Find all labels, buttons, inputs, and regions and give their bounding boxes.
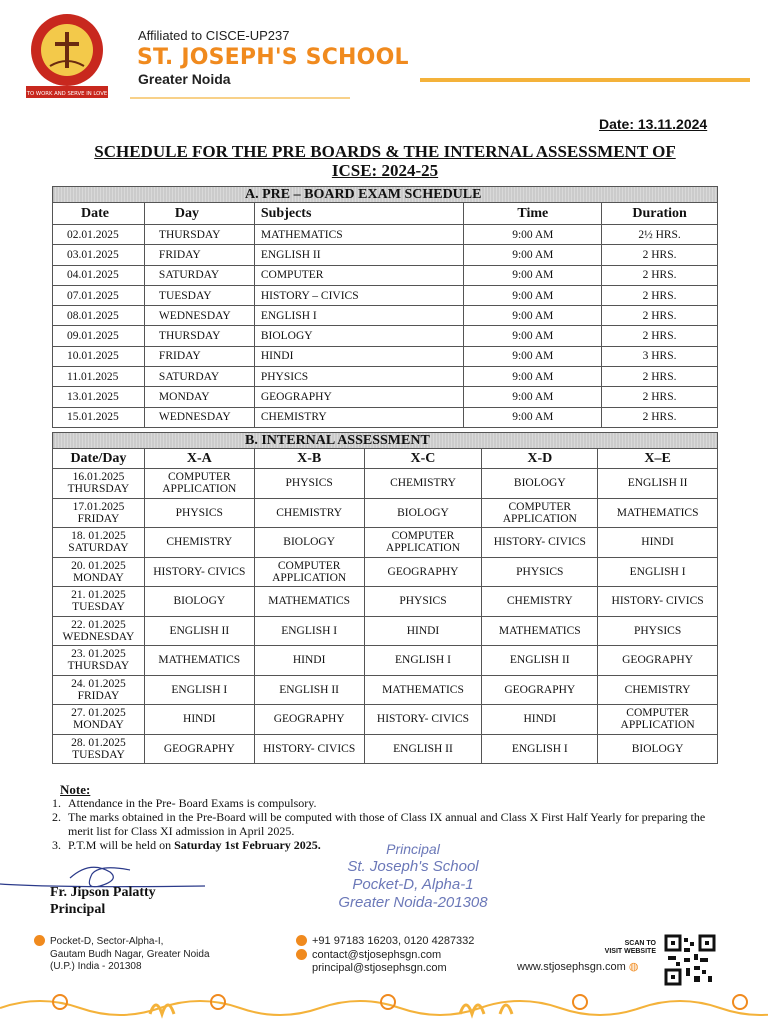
header-rule — [420, 78, 750, 82]
table-cell: MONDAY — [144, 387, 254, 407]
table-cell: 03.01.2025 — [53, 245, 145, 265]
table-cell: HINDI — [364, 616, 482, 646]
table-cell: 2 HRS. — [602, 326, 718, 346]
table-cell: ENGLISH II — [364, 734, 482, 764]
table-cell: 2 HRS. — [602, 306, 718, 326]
table-cell: 10.01.2025 — [53, 346, 145, 366]
footer-contact — [296, 935, 474, 976]
table-cell: CHEMISTRY — [254, 498, 364, 528]
school-logo — [22, 10, 112, 102]
table-cell: ENGLISH II — [482, 646, 598, 676]
note-item: 1. Attendance in the Pre- Board Exams is compulsory. — [52, 796, 317, 810]
location-icon — [34, 935, 45, 946]
table-cell: 9:00 AM — [464, 265, 602, 285]
table-cell: ENGLISH II — [254, 245, 464, 265]
table-cell: PHYSICS — [598, 616, 718, 646]
table-row — [53, 225, 718, 245]
table-row — [53, 245, 718, 265]
table-row — [53, 469, 718, 499]
table-row — [53, 407, 718, 427]
note-item: 2. The marks obtained in the Pre-Board will be computed with those of Class IX annual and Class X First Half Yearly for preparing the merit list for Class XI admission in April 2025. — [52, 810, 706, 838]
table-cell: 2 HRS. — [602, 367, 718, 387]
email-icon — [296, 949, 307, 960]
school-name: ST. JOSEPH'S SCHOOL — [137, 45, 409, 70]
table-cell: HISTORY- CIVICS — [598, 587, 718, 617]
table-cell: 15.01.2025 — [53, 407, 145, 427]
table-cell: 9:00 AM — [464, 387, 602, 407]
assessment-day: FRIDAY — [77, 689, 120, 702]
table-cell: ENGLISH I — [482, 734, 598, 764]
table-cell: HINDI — [254, 646, 364, 676]
table-cell: CHEMISTRY — [364, 469, 482, 499]
table-cell: BIOLOGY — [144, 587, 254, 617]
table-cell: GEOGRAPHY — [482, 675, 598, 705]
table-cell: SATURDAY — [144, 367, 254, 387]
table-cell: GEOGRAPHY — [254, 387, 464, 407]
table-cell: HISTORY- CIVICS — [144, 557, 254, 587]
table-cell — [53, 705, 145, 735]
table-cell: CHEMISTRY — [144, 528, 254, 558]
internal-col-header: X-D — [482, 449, 598, 469]
table-cell: GEOGRAPHY — [598, 646, 718, 676]
assessment-day: THURSDAY — [67, 660, 130, 673]
table-cell: WEDNESDAY — [144, 306, 254, 326]
title-line-1: SCHEDULE FOR THE PRE BOARDS & THE INTERNAL ASSESSMENT OF — [94, 142, 676, 161]
table-cell: MATHEMATICS — [254, 587, 364, 617]
table-cell: PHYSICS — [254, 367, 464, 387]
pre-board-col-header: Day — [144, 203, 254, 225]
table-row — [53, 734, 718, 764]
table-cell — [53, 734, 145, 764]
globe-icon: ◍ — [628, 961, 639, 973]
table-cell: MATHEMATICS — [364, 675, 482, 705]
table-cell: HISTORY – CIVICS — [254, 285, 464, 305]
table-cell: PHYSICS — [364, 587, 482, 617]
table-cell: GEOGRAPHY — [364, 557, 482, 587]
assessment-date: 21. 01.2025 — [71, 589, 126, 602]
table-cell: 2 HRS. — [602, 285, 718, 305]
table-cell: 13.01.2025 — [53, 387, 145, 407]
signatory-name: Fr. Jipson Palatty — [50, 885, 156, 900]
table-cell: MATHEMATICS — [482, 616, 598, 646]
table-cell: 2 HRS. — [602, 245, 718, 265]
table-row — [53, 587, 718, 617]
website-link[interactable]: www.stjosephsgn.com ◍ — [517, 961, 639, 973]
table-cell: COMPUTER APPLICATION — [364, 528, 482, 558]
table-cell — [53, 557, 145, 587]
table-cell — [53, 528, 145, 558]
scan-caption: SCAN TO VISIT WEBSITE — [604, 940, 656, 955]
table-cell: 2 HRS. — [602, 387, 718, 407]
table-cell: COMPUTER APPLICATION — [482, 498, 598, 528]
principal-stamp: Principal St. Joseph's School Pocket-D, Alpha-1 Greater Noida-201308 — [338, 841, 488, 911]
assessment-date: 23. 01.2025 — [71, 648, 126, 661]
footer-decoration — [0, 984, 768, 1024]
table-cell: HISTORY- CIVICS — [364, 705, 482, 735]
pre-board-table — [52, 186, 718, 428]
assessment-date: 24. 01.2025 — [71, 677, 126, 690]
table-cell: 02.01.2025 — [53, 225, 145, 245]
internal-col-header: Date/Day — [53, 449, 145, 469]
table-row — [53, 285, 718, 305]
table-cell: BIOLOGY — [254, 326, 464, 346]
table-cell: BIOLOGY — [254, 528, 364, 558]
note-item: 3. P.T.M will be held on Saturday 1st February 2025. — [52, 838, 321, 852]
table-row — [53, 616, 718, 646]
table-row — [53, 528, 718, 558]
signatory — [50, 884, 156, 918]
qr-code-icon[interactable] — [664, 934, 716, 986]
table-cell: 09.01.2025 — [53, 326, 145, 346]
internal-heading: B. INTERNAL ASSESSMENT — [53, 433, 718, 449]
pre-board-col-header: Date — [53, 203, 145, 225]
table-cell: 9:00 AM — [464, 346, 602, 366]
affiliation: Affiliated to CISCE-UP237 — [138, 28, 290, 43]
table-row — [53, 498, 718, 528]
table-cell: 9:00 AM — [464, 245, 602, 265]
table-cell: 2 HRS. — [602, 407, 718, 427]
internal-col-header: X-B — [254, 449, 364, 469]
table-cell: 9:00 AM — [464, 367, 602, 387]
table-row — [53, 557, 718, 587]
assessment-date: 17.01.2025 — [72, 500, 125, 513]
pre-board-col-header: Time — [464, 203, 602, 225]
table-cell: COMPUTER APPLICATION — [144, 469, 254, 499]
assessment-day: THURSDAY — [67, 483, 130, 496]
table-cell: COMPUTER APPLICATION — [598, 705, 718, 735]
assessment-date: 16.01.2025 — [72, 471, 125, 484]
table-cell: THURSDAY — [144, 225, 254, 245]
table-cell: FRIDAY — [144, 346, 254, 366]
table-cell: MATHEMATICS — [144, 646, 254, 676]
table-cell: TUESDAY — [144, 285, 254, 305]
table-row — [53, 326, 718, 346]
assessment-date: 28. 01.2025 — [71, 736, 126, 749]
assessment-date: 27. 01.2025 — [71, 707, 126, 720]
table-cell — [53, 646, 145, 676]
table-cell: 2½ HRS. — [602, 225, 718, 245]
table-cell: ENGLISH I — [598, 557, 718, 587]
table-cell: HISTORY- CIVICS — [254, 734, 364, 764]
table-cell: 9:00 AM — [464, 306, 602, 326]
internal-col-header: X-C — [364, 449, 482, 469]
table-cell: ENGLISH II — [144, 616, 254, 646]
title-line-2: ICSE: 2024-25 — [331, 161, 439, 180]
assessment-day: FRIDAY — [77, 512, 120, 525]
table-cell — [53, 616, 145, 646]
internal-col-header: X–E — [598, 449, 718, 469]
footer-address: Pocket-D, Sector-Alpha-I, Gautam Budh Nagar, Greater Noida (U.P.) India - 201308 — [34, 935, 210, 974]
table-cell: HINDI — [598, 528, 718, 558]
table-cell — [53, 675, 145, 705]
table-row — [53, 387, 718, 407]
assessment-day: TUESDAY — [72, 748, 125, 761]
contact-email[interactable]: contact@stjosephsgn.com — [312, 948, 442, 961]
pre-board-col-header: Duration — [602, 203, 718, 225]
table-cell: 9:00 AM — [464, 326, 602, 346]
table-cell: 08.01.2025 — [53, 306, 145, 326]
header-rule-thin — [130, 97, 350, 99]
notes-heading: Note: — [60, 782, 91, 797]
table-cell: ENGLISH I — [364, 646, 482, 676]
table-cell: SATURDAY — [144, 265, 254, 285]
table-cell: 07.01.2025 — [53, 285, 145, 305]
table-row — [53, 306, 718, 326]
table-cell: 04.01.2025 — [53, 265, 145, 285]
table-cell: 9:00 AM — [464, 225, 602, 245]
document-date: Date: 13.11.2024 — [599, 116, 708, 132]
assessment-date: 20. 01.2025 — [71, 559, 126, 572]
table-cell: PHYSICS — [144, 498, 254, 528]
table-cell: 9:00 AM — [464, 407, 602, 427]
school-city: Greater Noida — [138, 71, 231, 87]
assessment-day: TUESDAY — [72, 601, 125, 614]
table-cell: GEOGRAPHY — [254, 705, 364, 735]
table-cell: WEDNESDAY — [144, 407, 254, 427]
internal-col-header: X-A — [144, 449, 254, 469]
assessment-day: MONDAY — [73, 719, 124, 732]
table-cell: ENGLISH I — [254, 616, 364, 646]
table-cell: PHYSICS — [254, 469, 364, 499]
table-cell: BIOLOGY — [364, 498, 482, 528]
table-cell: CHEMISTRY — [254, 407, 464, 427]
logo-motto: TO WORK AND SERVE IN LOVE — [26, 91, 108, 97]
table-cell: COMPUTER — [254, 265, 464, 285]
table-cell: ENGLISH I — [254, 306, 464, 326]
table-row — [53, 265, 718, 285]
table-cell: HINDI — [144, 705, 254, 735]
pre-board-col-header: Subjects — [254, 203, 464, 225]
table-cell: 2 HRS. — [602, 265, 718, 285]
table-cell: ENGLISH I — [144, 675, 254, 705]
table-cell — [53, 469, 145, 499]
table-row — [53, 705, 718, 735]
table-cell: PHYSICS — [482, 557, 598, 587]
principal-email[interactable]: principal@stjosephsgn.com — [312, 962, 447, 974]
table-cell: CHEMISTRY — [482, 587, 598, 617]
table-cell: 11.01.2025 — [53, 367, 145, 387]
signatory-designation: Principal — [50, 902, 106, 917]
table-cell: ENGLISH II — [254, 675, 364, 705]
page-title — [40, 142, 730, 180]
table-row — [53, 367, 718, 387]
table-cell: HISTORY- CIVICS — [482, 528, 598, 558]
internal-assessment-table — [52, 432, 718, 764]
table-cell: GEOGRAPHY — [144, 734, 254, 764]
table-cell: MATHEMATICS — [254, 225, 464, 245]
table-row — [53, 346, 718, 366]
table-row — [53, 675, 718, 705]
table-cell: HINDI — [482, 705, 598, 735]
table-row — [53, 646, 718, 676]
table-cell — [53, 587, 145, 617]
assessment-date: 22. 01.2025 — [71, 618, 126, 631]
table-cell: THURSDAY — [144, 326, 254, 346]
table-cell — [53, 498, 145, 528]
assessment-day: SATURDAY — [68, 542, 129, 555]
table-cell: 9:00 AM — [464, 285, 602, 305]
table-cell: ENGLISH II — [598, 469, 718, 499]
phone-numbers: +91 97183 16203, 0120 4287332 — [312, 935, 475, 947]
table-cell: 3 HRS. — [602, 346, 718, 366]
assessment-day: MONDAY — [73, 571, 124, 584]
table-cell: COMPUTER APPLICATION — [254, 557, 364, 587]
assessment-day: WEDNESDAY — [62, 630, 135, 643]
table-cell: HINDI — [254, 346, 464, 366]
assessment-date: 18. 01.2025 — [71, 530, 126, 543]
table-cell: BIOLOGY — [598, 734, 718, 764]
pre-board-heading: A. PRE – BOARD EXAM SCHEDULE — [53, 187, 718, 203]
table-cell: MATHEMATICS — [598, 498, 718, 528]
table-cell: CHEMISTRY — [598, 675, 718, 705]
table-cell: FRIDAY — [144, 245, 254, 265]
table-cell: BIOLOGY — [482, 469, 598, 499]
phone-icon — [296, 935, 307, 946]
